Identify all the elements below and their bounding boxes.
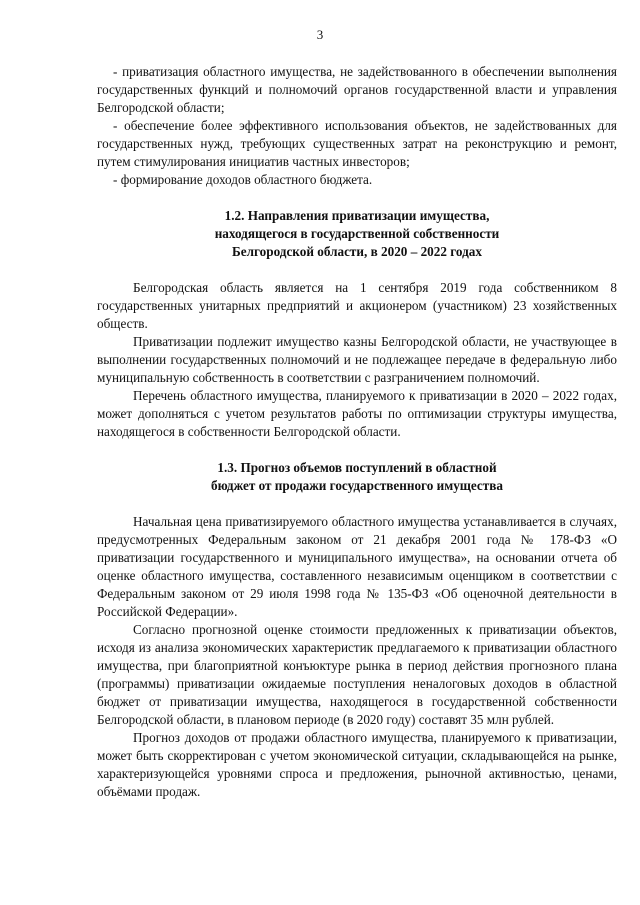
intro-item: - формирование доходов областного бюджета. bbox=[113, 172, 373, 187]
paragraph: Перечень областного имущества, планируемого к приватизации в 2020 – 2022 годах, может дополняться с учетом результатов работы по оптимизации структуры имущества, находящегося в собственности Белгородской области. bbox=[97, 388, 617, 439]
section-heading-1-2 bbox=[97, 207, 617, 261]
paragraph: Прогноз доходов от продажи областного имущества, планируемого к приватизации, может быть скорректирован с учетом экономической ситуации, складывающейся на рынке, характеризующейся уровнями спроса и предложения, рыночной активностью, ценами, объёмами продаж. bbox=[97, 730, 617, 799]
section-heading-line: находящегося в государственной собственности bbox=[214, 226, 500, 241]
section-heading-line: бюджет от продажи государственного имущества bbox=[211, 478, 503, 493]
paragraph: Приватизации подлежит имущество казны Белгородской области, не участвующее в выполнении государственных полномочий и не подлежащее передаче в федеральную либо муниципальную собственность в соответствии с разграничением полномочий. bbox=[97, 334, 617, 385]
page-number: 3 bbox=[316, 27, 324, 42]
paragraph: Начальная цена приватизируемого областного имущества устанавливается в случаях, предусмотренных Федеральным законом от 21 декабря 2001 года № 178-ФЗ «О приватизации государственного и муниципального имущества», на основании отчета об оценке областного имущества, составленного независимым оценщиком в соответствии с Федеральным законом от 29 июля 1998 года № 135-ФЗ «Об оценочной деятельности в Российской Федерации». bbox=[97, 514, 617, 619]
section-heading-line: 1.3. Прогноз объемов поступлений в областной bbox=[217, 460, 497, 475]
document-body bbox=[97, 63, 617, 801]
paragraph: Белгородская область является на 1 сентября 2019 года собственником 8 государственных унитарных предприятий и акционером (участником) 23 хозяйственных обществ. bbox=[97, 280, 617, 331]
intro-item: - приватизация областного имущества, не задействованного в обеспечении выполнения государственных функций и полномочий органов государственной власти и управления Белгородской области; bbox=[97, 64, 617, 115]
section-heading-line: 1.2. Направления приватизации имущества, bbox=[224, 208, 490, 223]
section-heading-line: Белгородской области, в 2020 – 2022 годах bbox=[232, 244, 482, 259]
paragraph: Согласно прогнозной оценке стоимости предложенных к приватизации объектов, исходя из анализа экономических характеристик предлагаемого к приватизации областного имущества, при благоприятной конъюктуре рынка в период действия прогнозного плана (программы) приватизации ожидаемые поступления неналоговых доходов в областной бюджет от приватизации имущества, находящегося в государственной собственности Белгородской области, в плановом периоде (в 2020 году) составят 35 млн рублей. bbox=[97, 622, 617, 727]
intro-item: - обеспечение более эффективного использования объектов, не задействованных для государственных нужд, требующих существенных затрат на реконструкцию и ремонт, путем стимулирования инициатив частных инвесторов; bbox=[97, 118, 617, 169]
section-heading-1-3 bbox=[97, 459, 617, 495]
